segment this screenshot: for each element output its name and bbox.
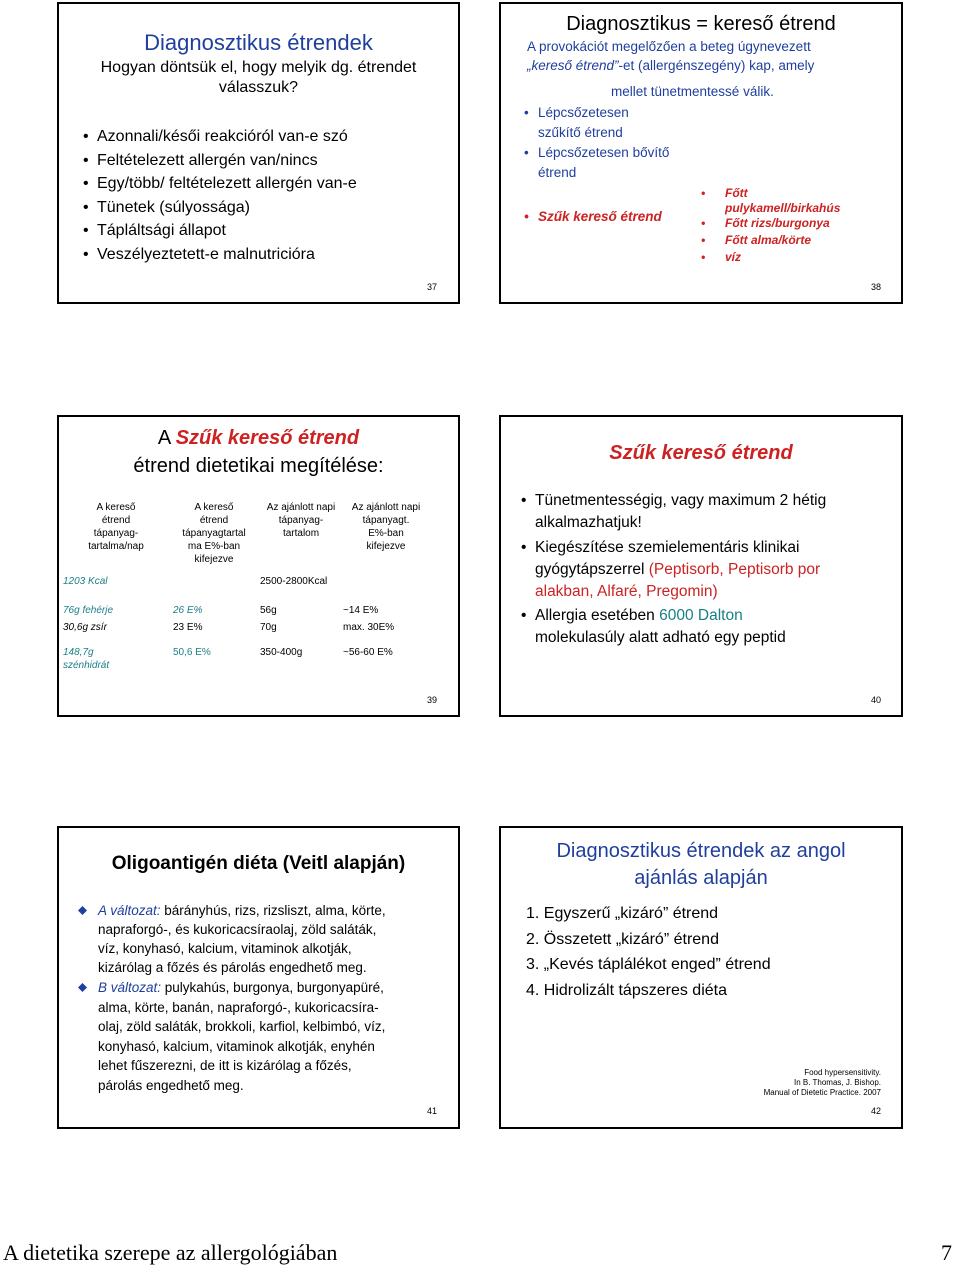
list-item-line: pulykamell/birkahús [725, 201, 841, 215]
list-item: • Főtt alma/körte [701, 233, 840, 248]
header-line: ma E%-ban [187, 541, 241, 552]
text-span: bárányhús, rizs, rizsliszt, alma, körte, [160, 903, 386, 918]
list-item: • víz [701, 250, 840, 265]
header-line: étrend [101, 515, 131, 526]
header-line: tápanyag- [278, 515, 324, 526]
cell-line: szénhidrát [63, 660, 110, 671]
slide-42-reference [764, 1068, 881, 1098]
title-emphasis: Szűk kereső étrend [175, 427, 360, 449]
slide-41-variant-a [78, 901, 458, 977]
list-item-line [535, 559, 896, 581]
list-item-line: alkalmazhatjuk! [535, 514, 642, 531]
text-span: Allergia esetében [535, 607, 660, 624]
header-line: A kereső [96, 502, 136, 513]
slide-39-title [59, 427, 458, 450]
table-cell [63, 646, 109, 672]
reference-line: In B. Thomas, J. Bishop. [793, 1078, 881, 1087]
list-item: • Szűk kereső étrend [524, 207, 724, 227]
table-cell: 23 E% [173, 622, 203, 633]
dalton-value: 6000 Dalton [659, 607, 743, 624]
slide-42-title-1: Diagnosztikus étrendek az angol [556, 840, 846, 862]
header-line: A kereső [194, 502, 234, 513]
list-item-line: • Lépcsőzetesen [538, 105, 629, 120]
page-number: 37 [427, 282, 438, 292]
list-item-line: • Kiegészítése szemielementáris klinikai [535, 539, 800, 556]
slide-40-bullets [521, 490, 896, 649]
slide-37-subtitle-1: Hogyan döntsük el, hogy melyik dg. étrendet [100, 59, 417, 76]
table-cell: 26 E% [173, 605, 203, 616]
list-item-line: • Tünetmentességig, vagy maximum 2 hétig [535, 492, 827, 509]
table-header-col-1 [81, 501, 151, 553]
header-line: Az ajánlott napi [351, 502, 421, 513]
document-footer-title: A dietetika szerepe az allergológiában [3, 1240, 338, 1265]
list-item: • Egy/több/ feltételezett allergén van-e [83, 172, 357, 196]
header-line: tartalom [282, 528, 320, 539]
slide-37-title: Diagnosztikus étrendek [144, 30, 373, 55]
page-number: 41 [427, 1106, 438, 1116]
text-span: pulykahús, burgonya, burgonyapüré, [161, 980, 384, 995]
page-number: 39 [427, 695, 438, 705]
intro-rest: -et (allergénszegény) kap, amely [618, 58, 815, 73]
cell-line: 148,7g [63, 647, 94, 658]
slide-40-title: Szűk kereső étrend [609, 442, 793, 464]
table-cell: 76g fehérje [63, 605, 114, 616]
table-cell: ~14 E% [343, 605, 379, 616]
product-names: (Peptisorb, Peptisorb por [648, 561, 821, 578]
slide-39 [57, 415, 460, 717]
table-header-col-3 [257, 501, 345, 540]
variant-b-line: alma, körte, banán, napraforgó-, kukoricacsíra- [98, 999, 379, 1015]
list-item: 3. „Kevés táplálékot enged” étrend [526, 956, 771, 973]
kereso-etrend-term: „kereső étrend” [527, 58, 619, 73]
header-line: tápanyagt. [362, 515, 410, 526]
list-item [524, 143, 724, 183]
list-item: • Tápláltsági állapot [83, 219, 357, 243]
header-line: kifejezve [194, 554, 234, 565]
list-item [524, 103, 724, 143]
page-number: 40 [871, 695, 882, 705]
table-cell: 350-400g [260, 647, 303, 658]
variant-a-line: kizárólag a főzés és párolás engedhető meg. [98, 960, 367, 975]
diamond-bullet-icon [78, 983, 87, 992]
variant-a-label: A változat: [98, 903, 161, 918]
table-cell: max. 30E% [343, 622, 395, 633]
table-cell: 30,6g zsír [63, 622, 107, 633]
list-item-line: étrend [538, 165, 577, 180]
variant-b-label: B változat: [98, 980, 162, 995]
variant-b-line: lehet fűszerezni, de itt is kizárólag a főzés, [98, 1058, 352, 1073]
list-item: • Főtt rizs/burgonya [701, 216, 840, 231]
list-item: 4. Hidrolizált tápszeres diéta [526, 981, 727, 999]
list-item: • Feltételezett allergén van/nincs [83, 149, 357, 173]
slide-40 [499, 415, 903, 717]
slide-41-title: Oligoantigén diéta (Veitl alapján) [111, 853, 406, 874]
table-cell: 70g [260, 622, 277, 633]
slide-41 [57, 826, 460, 1129]
slide-38-sublist [701, 186, 840, 265]
slide-38-title: Diagnosztikus = kereső étrend [566, 13, 836, 35]
list-item-line: szűkítő étrend [538, 125, 623, 140]
slide-38-intro-3: mellet tünetmentessé válik. [611, 84, 774, 99]
document-page-number: 7 [941, 1240, 952, 1265]
list-item-line: • Főtt [725, 186, 748, 200]
slide-42-list [526, 901, 771, 1003]
list-item-line [535, 605, 896, 627]
list-item [521, 537, 896, 603]
header-line: tápanyagtartal [182, 528, 246, 539]
slide-38 [499, 2, 903, 304]
slide-41-variant-b [78, 978, 458, 1095]
variant-b-line: konyhasó, kalcium, vitaminok alkotják, enyhén [98, 1038, 375, 1054]
reference-line: Food hypersensitivity. [804, 1068, 881, 1077]
table-cell: ~56-60 E% [343, 647, 393, 658]
table-header-col-4 [343, 501, 429, 553]
header-line: kifejezve [366, 541, 406, 552]
slide-37 [57, 2, 460, 304]
table-cell: 56g [260, 605, 277, 616]
header-line: Az ajánlott napi [266, 502, 336, 513]
table-header-col-2 [171, 501, 257, 566]
header-line: étrend [199, 515, 229, 526]
table-cell: 50,6 E% [173, 647, 211, 658]
variant-b-line [98, 978, 458, 998]
title-plain: A [157, 427, 176, 449]
slide-42 [499, 826, 903, 1129]
slide-38-bullets [524, 103, 724, 227]
list-item: • Veszélyeztetett-e malnutricióra [83, 243, 357, 267]
list-item [521, 490, 896, 534]
list-item: 2. Összetett „kizáró” étrend [526, 930, 719, 948]
slide-38-intro-2 [527, 58, 814, 73]
list-item [521, 605, 896, 649]
page-number: 38 [871, 282, 882, 292]
list-item-line: molekulasúly alatt adható egy peptid [535, 629, 786, 646]
slide-39-title-2: étrend dietetikai megítélése: [133, 455, 384, 477]
table-cell: 2500-2800Kcal [260, 576, 328, 587]
list-item-line: • Lépcsőzetesen bővítő [538, 145, 670, 160]
diamond-bullet-icon [78, 906, 87, 915]
variant-a-line [98, 901, 458, 920]
slide-42-title-2: ajánlás alapján [634, 867, 768, 889]
slide-37-bullet-list [83, 125, 357, 266]
table-cell: 1203 Kcal [63, 576, 108, 587]
text-span: gyógytápszerrel [535, 561, 649, 578]
slide-38-intro-1: A provokációt megelőzően a beteg úgynevezett [527, 39, 811, 54]
list-item-line: alakban, Alfaré, Pregomin) [535, 583, 718, 600]
slide-37-subtitle-2: válasszuk? [218, 79, 299, 96]
variant-a-line: víz, konyhasó, kalcium, vitaminok alkotják, [98, 941, 352, 956]
list-item: • Tünetek (súlyossága) [83, 196, 357, 220]
header-line: tápanyag- [93, 528, 139, 539]
variant-b-line: párolás engedhető meg. [98, 1077, 244, 1093]
list-item [701, 186, 840, 216]
variant-a-line: napraforgó-, és kukoricacsíraolaj, zöld saláták, [98, 922, 377, 937]
header-line: E%-ban [368, 528, 404, 539]
reference-line: Manual of Dietetic Practice. 2007 [763, 1088, 881, 1097]
header-line: tartalma/nap [88, 541, 144, 552]
list-item: • Azonnali/késői reakcióról van-e szó [83, 125, 357, 149]
variant-b-line: olaj, zöld saláták, brokkoli, karfiol, kelbimbó, víz, [98, 1019, 386, 1034]
page-number: 42 [871, 1106, 882, 1116]
list-item: 1. Egyszerű „kizáró” étrend [526, 905, 719, 922]
